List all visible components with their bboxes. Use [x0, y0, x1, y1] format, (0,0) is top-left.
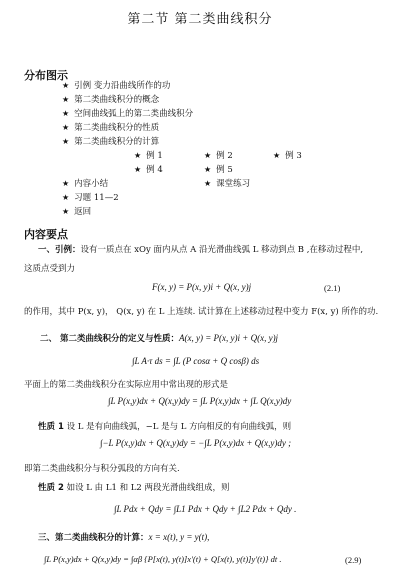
- example-link-2[interactable]: ★ 例 2: [204, 151, 233, 161]
- star-icon: ★: [62, 95, 70, 104]
- paragraph-label: 一、引例：: [38, 245, 81, 255]
- property-text: 设 L 是有向曲线弧，−L 是与 L 方向相反的有向曲线弧，则: [66, 422, 292, 432]
- star-icon: ★: [204, 151, 212, 160]
- page-title: 第二节 第二类曲线积分: [127, 12, 273, 27]
- paragraph-computation: [38, 531, 209, 543]
- paragraph-definition: [40, 332, 278, 344]
- star-icon: ★: [62, 123, 70, 132]
- equation-inline: A(x, y) = P(x, y)i + Q(x, y)j: [178, 333, 279, 343]
- star-icon: ★: [62, 179, 70, 188]
- star-icon: ★: [62, 193, 70, 202]
- section-heading-key-points: 内容要点: [24, 228, 68, 241]
- star-icon: ★: [204, 165, 212, 174]
- section-heading-outline: 分布图示: [24, 69, 68, 82]
- example-link-1[interactable]: ★ 例 1: [134, 151, 163, 161]
- property-label: 性质 2: [38, 483, 64, 493]
- paragraph-text: 这质点受到力: [24, 264, 76, 274]
- equation-number: (2.9): [345, 555, 362, 565]
- paragraph-text: 设有一质点在 xOy 面内从点 A 沿光滑曲线弧 L 移动到点 B ,在移动过程中,: [80, 245, 364, 255]
- outline-link-intro-example[interactable]: ★ 引例 变力沿曲线所作的功: [62, 81, 171, 91]
- paragraph-label: 二、 第二类曲线积分的定义与性质：: [40, 334, 179, 344]
- equation-force: F(x, y) = P(x, y)i + Q(x, y)j: [152, 282, 252, 292]
- property-label: 性质 1: [38, 422, 64, 432]
- paragraph-text: 的作用，其中 P(x, y)， Q(x, y) 在 L 上连续. 试计算在上述移动过程中变力 F(x, y) 所作的功.: [24, 307, 379, 317]
- paragraph-label: 三、第二类曲线积分的计算：: [38, 533, 149, 543]
- equation-definition: ∫L A·τ ds = ∫L (P cosα + Q cosβ) ds: [132, 356, 260, 366]
- class-exercise-link[interactable]: ★ 课堂练习: [204, 179, 251, 189]
- property-1: [38, 420, 291, 432]
- outline-link-properties[interactable]: ★ 第二类曲线积分的性质: [62, 123, 160, 133]
- star-icon: ★: [204, 179, 212, 188]
- example-link-3[interactable]: ★ 例 3: [273, 151, 302, 161]
- example-link-5[interactable]: ★ 例 5: [204, 165, 233, 175]
- property-2: [38, 481, 230, 493]
- star-icon: ★: [62, 137, 70, 146]
- example-link-4[interactable]: ★ 例 4: [134, 165, 163, 175]
- paragraph-intro: [38, 243, 363, 255]
- paragraph-text: 即第二类曲线积分与积分弧段的方向有关.: [24, 464, 180, 474]
- equation-direction: ∫−L P(x,y)dx + Q(x,y)dy = −∫L P(x,y)dx + Q(x,y)dy ;: [100, 438, 292, 448]
- equation-number: (2.1): [324, 283, 341, 293]
- return-link[interactable]: ★ 返回: [62, 207, 92, 217]
- star-icon: ★: [134, 151, 142, 160]
- equation-additivity: ∫L Pdx + Qdy = ∫L1 Pdx + Qdy + ∫L2 Pdx + Qdy .: [114, 504, 297, 514]
- star-icon: ★: [62, 81, 70, 90]
- outline-link-space-curve[interactable]: ★ 空间曲线弧上的第二类曲线积分: [62, 109, 194, 119]
- outline-link-concept[interactable]: ★ 第二类曲线积分的概念: [62, 95, 160, 105]
- equation-inline: x = x(t), y = y(t),: [148, 532, 210, 542]
- summary-link[interactable]: ★ 内容小结: [62, 179, 109, 189]
- property-text: 如设 L 由 L1 和 L2 两段光滑曲线组成，则: [66, 483, 230, 493]
- equation-computation: ∫L P(x,y)dx + Q(x,y)dy = ∫αβ {P[x(t), y(t)]x′(t) + Q[x(t), y(t)]y′(t)} dt .: [44, 554, 282, 564]
- star-icon: ★: [134, 165, 142, 174]
- paragraph-text: 平面上的第二类曲线积分在实际应用中常出现的形式是: [24, 380, 229, 390]
- star-icon: ★: [273, 151, 281, 160]
- star-icon: ★: [62, 207, 70, 216]
- exercises-link[interactable]: ★ 习题 11—2: [62, 193, 119, 203]
- outline-link-computation[interactable]: ★ 第二类曲线积分的计算: [62, 137, 160, 147]
- equation-common-form: ∫L P(x,y)dx + Q(x,y)dy = ∫L P(x,y)dx + ∫L Q(x,y)dy: [108, 396, 292, 406]
- star-icon: ★: [62, 109, 70, 118]
